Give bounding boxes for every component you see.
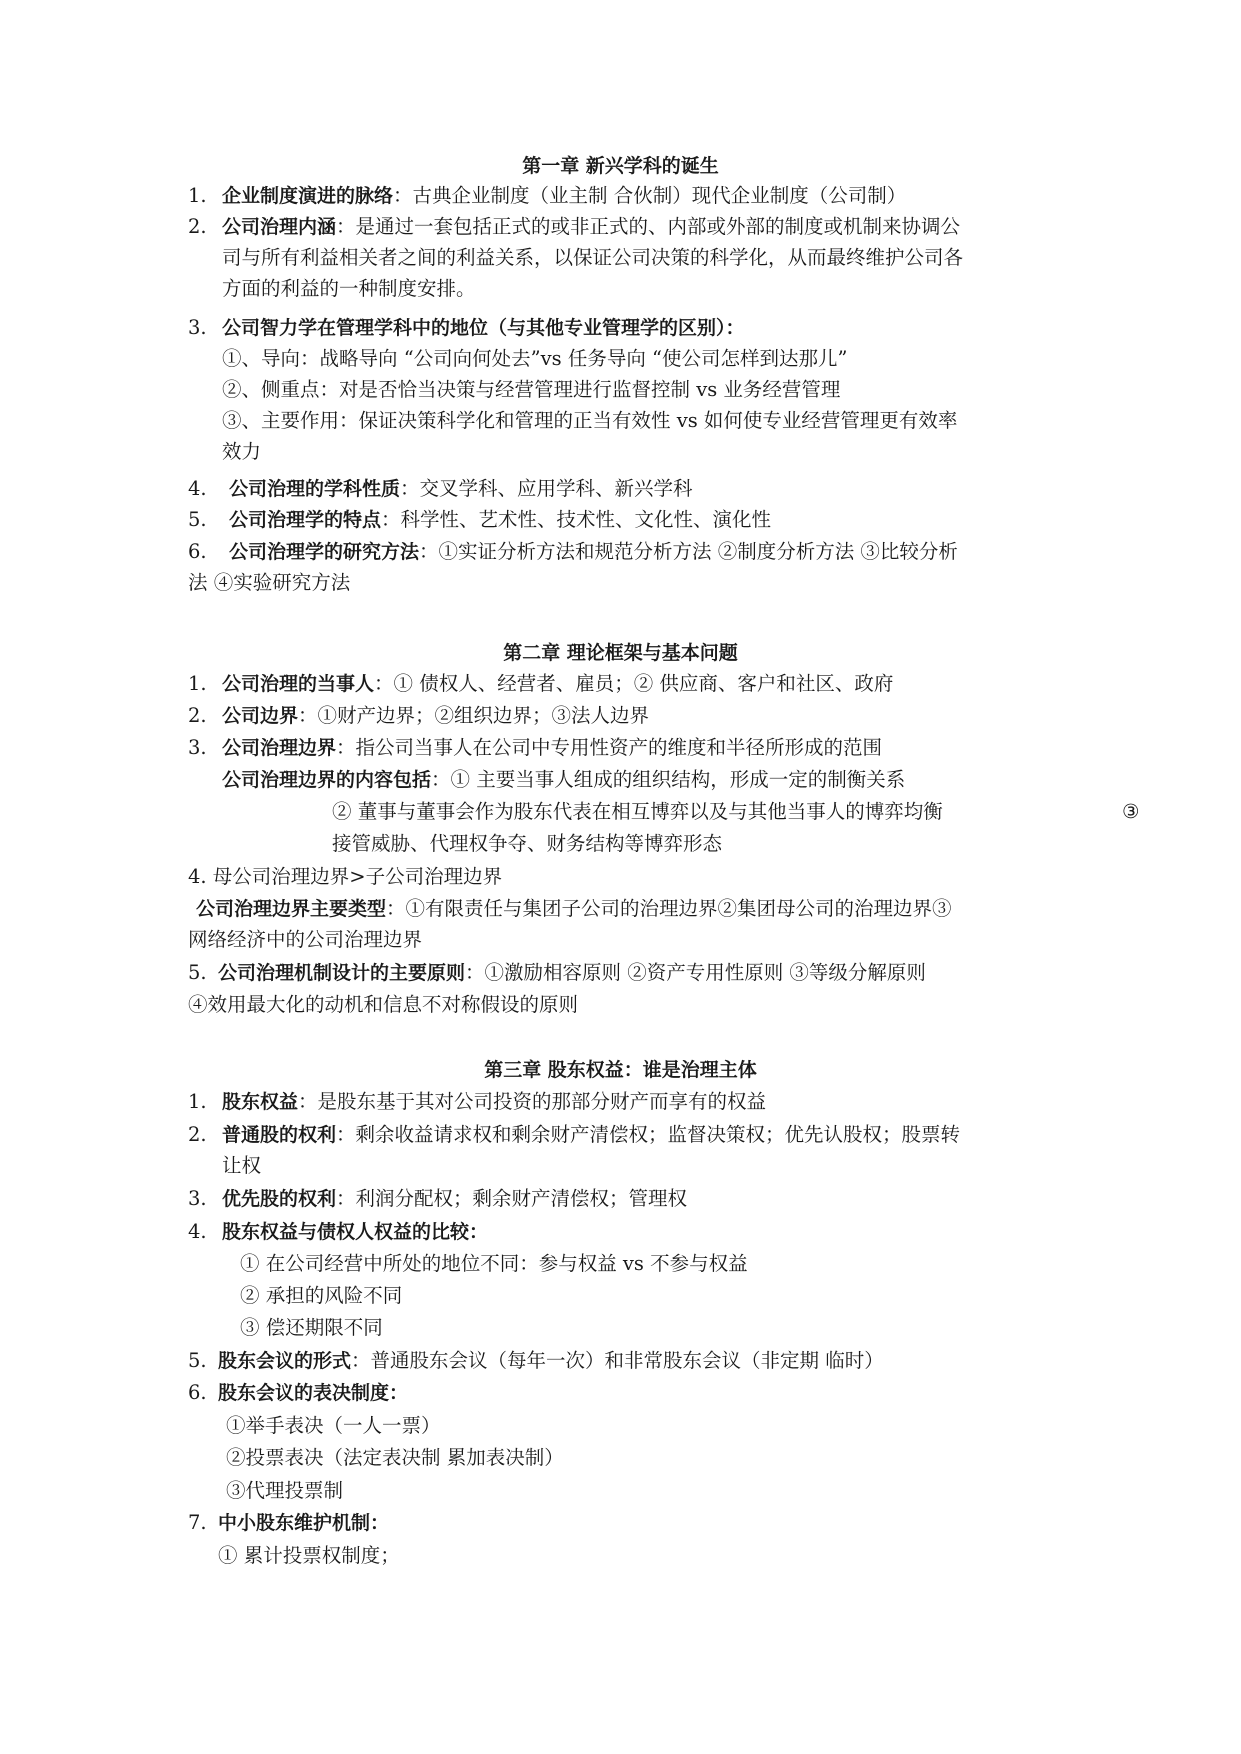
ch2-item-3-contents-text: ：① 主要当事人组成的组织结构，形成一定的制衡关系 <box>431 768 906 791</box>
ch1-item-2-line-2: 司与所有利益相关者之间的利益关系，以保证公司决策的科学化，从而最终维护公司各 <box>222 246 964 269</box>
ch1-item-5-number: 5. <box>188 508 207 531</box>
ch3-item-3-number: 3. <box>188 1187 207 1210</box>
ch3-item-6-heading: 股东会议的表决制度： <box>218 1382 409 1404</box>
ch2-item-3-contents-term: 公司治理边界的内容包括 <box>222 769 432 791</box>
ch2-item-3-point-3: 接管威胁、代理权争夺、财务结构等博弈形态 <box>332 832 723 855</box>
ch3-item-4-heading: 股东权益与债权人权益的比较： <box>222 1221 489 1243</box>
ch1-item-2-number: 2. <box>188 215 207 238</box>
ch3-item-2-line-2: 让权 <box>222 1154 262 1177</box>
ch1-item-3-point-2: ②、侧重点：对是否恰当决策与经营管理进行监督控制 vs 业务经营管理 <box>222 378 841 401</box>
ch2-item-3-term: 公司治理边界 <box>222 737 337 759</box>
ch1-item-2-line-3: 方面的利益的一种制度安排。 <box>222 277 476 300</box>
chapter-2-title: 第二章 理论框架与基本问题 <box>503 642 738 664</box>
ch2-item-4-types-term: 公司治理边界主要类型 <box>196 898 387 920</box>
ch3-item-3 <box>222 1184 687 1214</box>
ch2-item-3-point-2: ② 董事与董事会作为股东代表在相互博弈以及与其他当事人的博弈均衡 <box>332 800 943 823</box>
ch3-item-1-number: 1. <box>188 1090 207 1113</box>
ch2-item-3-contents <box>222 765 905 795</box>
ch1-item-5-term: 公司治理学的特点 <box>229 509 382 531</box>
ch1-item-5-text: ：科学性、艺术性、技术性、文化性、演化性 <box>381 508 772 531</box>
ch1-item-4-term: 公司治理的学科性质 <box>229 478 401 500</box>
ch3-item-6-point-1: ①举手表决（一人一票） <box>226 1414 441 1437</box>
ch2-item-2 <box>222 701 649 731</box>
ch3-item-5-number: 5. <box>188 1349 207 1372</box>
ch1-item-6-text: ：①实证分析方法和规范分析方法 ②制度分析方法 ③比较分析 <box>419 540 958 563</box>
ch3-item-6-point-3: ③代理投票制 <box>226 1479 344 1502</box>
ch2-item-3-point-3-marker: ③ <box>1122 800 1140 823</box>
ch2-item-3 <box>222 733 882 763</box>
ch1-item-4-text: ：交叉学科、应用学科、新兴学科 <box>400 477 693 500</box>
ch1-item-1-text: ：古典企业制度（业主制 合伙制）现代企业制度（公司制） <box>393 184 907 207</box>
ch3-item-4-point-3: ③ 偿还期限不同 <box>240 1316 383 1339</box>
ch1-item-6-number: 6. <box>188 540 207 563</box>
ch3-item-2 <box>222 1120 960 1150</box>
ch2-item-2-text: ：①财产边界；②组织边界；③法人边界 <box>298 704 650 727</box>
ch1-item-6-line-2: 法 ④实验研究方法 <box>188 571 351 594</box>
ch1-item-6-term: 公司治理学的研究方法 <box>229 541 420 563</box>
ch3-item-1 <box>222 1087 766 1117</box>
ch2-item-5-line-2: ④效用最大化的动机和信息不对称假设的原则 <box>188 993 579 1016</box>
ch2-item-1-term: 公司治理的当事人 <box>222 673 375 695</box>
chapter-1-title: 第一章 新兴学科的诞生 <box>522 155 719 177</box>
ch2-item-1-number: 1. <box>188 672 207 695</box>
ch2-item-5-term: 公司治理机制设计的主要原则 <box>218 962 466 984</box>
ch1-item-4-number: 4. <box>188 477 207 500</box>
ch3-item-4-point-1: ① 在公司经营中所处的地位不同：参与权益 vs 不参与权益 <box>240 1252 748 1275</box>
ch2-item-1 <box>222 669 893 699</box>
ch3-item-7-point-1: ① 累计投票权制度； <box>218 1544 400 1567</box>
ch1-item-3-heading: 公司智力学在管理学科中的地位（与其他专业管理学的区别）： <box>222 317 745 339</box>
ch3-item-4-point-2: ② 承担的风险不同 <box>240 1284 403 1307</box>
ch3-item-2-text: ：剩余收益请求权和剩余财产清偿权；监督决策权；优先认股权；股票转 <box>336 1123 961 1146</box>
ch3-item-6-point-2: ②投票表决（法定表决制 累加表决制） <box>226 1446 564 1469</box>
ch1-item-1-number: 1. <box>188 184 207 207</box>
ch1-item-2-term: 公司治理内涵 <box>222 216 337 238</box>
ch3-item-2-number: 2. <box>188 1123 207 1146</box>
ch1-item-1 <box>222 181 906 211</box>
ch1-item-5 <box>229 505 771 535</box>
ch3-item-3-term: 优先股的权利 <box>222 1188 337 1210</box>
ch2-item-5-number: 5. <box>188 961 207 984</box>
ch2-item-5 <box>218 958 926 988</box>
ch1-item-3-number: 3. <box>188 316 207 339</box>
ch3-item-2-term: 普通股的权利 <box>222 1124 337 1146</box>
ch3-item-1-text: ：是股东基于其对公司投资的那部分财产而享有的权益 <box>298 1090 767 1113</box>
ch1-item-3-point-1: ①、导向：战略导向 “公司向何处去”vs 任务导向 “使公司怎样到达那儿” <box>222 347 848 370</box>
ch3-item-4-number: 4. <box>188 1220 207 1243</box>
ch3-item-6-number: 6. <box>188 1381 207 1404</box>
ch3-item-3-text: ：利润分配权；剩余财产清偿权；管理权 <box>336 1187 688 1210</box>
ch2-item-4-types-text: ：①有限责任与集团子公司的治理边界②集团母公司的治理边界③ <box>386 897 952 920</box>
ch2-item-1-text: ：① 债权人、经营者、雇员；② 供应商、客户和社区、政府 <box>374 672 894 695</box>
ch2-item-4-line-3: 网络经济中的公司治理边界 <box>188 928 423 951</box>
ch2-item-4: 4. 母公司治理边界>子公司治理边界 <box>188 865 503 888</box>
ch3-item-5 <box>218 1346 884 1376</box>
ch1-item-2 <box>222 212 960 242</box>
ch2-item-2-term: 公司边界 <box>222 705 299 727</box>
ch3-item-7-number: 7. <box>188 1511 207 1534</box>
ch3-item-7-heading: 中小股东维护机制： <box>218 1512 390 1534</box>
ch2-item-4-types <box>196 894 952 924</box>
ch1-item-3-point-3: ③、主要作用：保证决策科学化和管理的正当有效性 vs 如何使专业经营管理更有效率 <box>222 409 958 432</box>
ch1-item-2-text: ：是通过一套包括正式的或非正式的、内部或外部的制度或机制来协调公 <box>336 215 961 238</box>
ch1-item-1-term: 企业制度演进的脉络 <box>222 185 394 207</box>
ch2-item-3-number: 3. <box>188 736 207 759</box>
ch2-item-3-text: ：指公司当事人在公司中专用性资产的维度和半径所形成的范围 <box>336 736 883 759</box>
ch1-item-3-point-3-cont: 效力 <box>222 440 262 463</box>
ch3-item-5-term: 股东会议的形式 <box>218 1350 352 1372</box>
ch1-item-6 <box>229 537 958 567</box>
ch2-item-5-text: ：①激励相容原则 ②资产专用性原则 ③等级分解原则 <box>465 961 926 984</box>
ch2-item-2-number: 2. <box>188 704 207 727</box>
ch3-item-1-term: 股东权益 <box>222 1091 299 1113</box>
ch1-item-4 <box>229 474 693 504</box>
ch3-item-5-text: ：普通股东会议（每年一次）和非常股东会议（非定期 临时） <box>351 1349 884 1372</box>
chapter-3-title: 第三章 股东权益：谁是治理主体 <box>484 1059 757 1081</box>
